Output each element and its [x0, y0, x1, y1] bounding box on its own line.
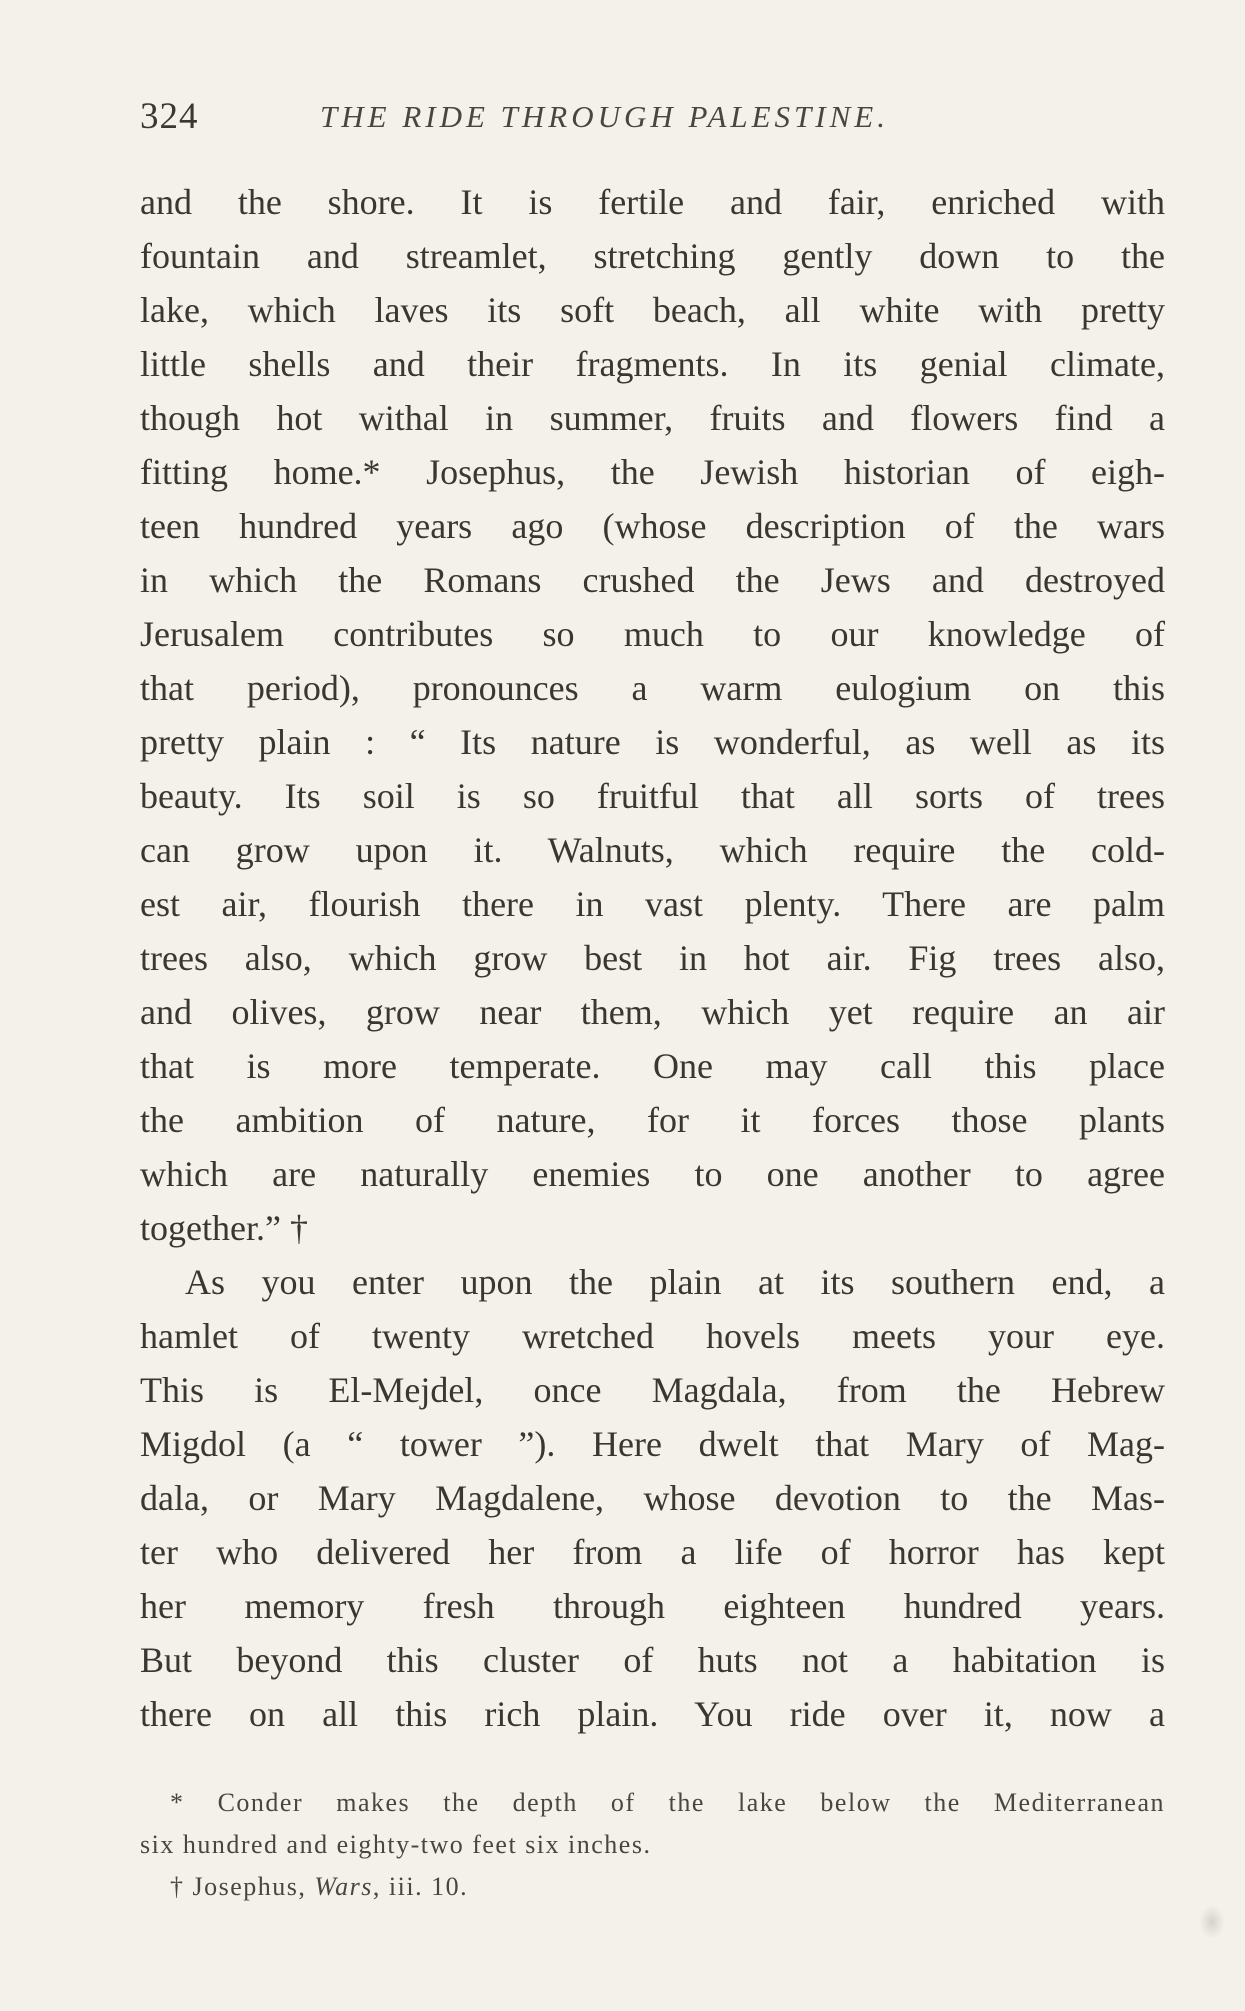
text-line: in which the Romans crushed the Jews and destroyed [140, 560, 1165, 600]
text-line: Migdol (a “ tower ”). Here dwelt that Mary of Mag- [140, 1424, 1165, 1464]
body-text [140, 175, 1165, 1741]
text-line: and olives, grow near them, which yet require an air [140, 992, 1165, 1032]
text-line: which are naturally enemies to one another to agree [140, 1154, 1165, 1194]
footnotes [140, 1782, 1165, 1908]
text-line: beauty. Its soil is so fruitful that all sorts of trees [140, 776, 1165, 816]
footnote-conder-continued: six hundred and eighty-two feet six inches. [140, 1830, 652, 1859]
footnote-josephus-work: Wars [314, 1872, 373, 1901]
text-line: lake, which laves its soft beach, all white with pretty [140, 290, 1165, 330]
text-line: can grow upon it. Walnuts, which require the cold- [140, 830, 1165, 870]
text-line: This is El-Mejdel, once Magdala, from the Hebrew [140, 1370, 1165, 1410]
footnote-josephus-suffix: , iii. 10. [372, 1872, 469, 1901]
page-smudge [1199, 1905, 1225, 1939]
text-line: little shells and their fragments. In its genial climate, [140, 344, 1165, 384]
footnote-josephus-prefix: † Josephus, [170, 1872, 315, 1901]
text-line: fountain and streamlet, stretching gently down to the [140, 236, 1165, 276]
running-title: THE RIDE THROUGH PALESTINE. [320, 99, 889, 134]
running-head [140, 95, 1165, 145]
paragraph-start-line: As you enter upon the plain at its southern end, a [185, 1262, 1165, 1302]
text-line: Jerusalem contributes so much to our knowledge of [140, 614, 1165, 654]
text-line: there on all this rich plain. You ride over it, now a [140, 1694, 1165, 1734]
text-line: her memory fresh through eighteen hundred years. [140, 1586, 1165, 1626]
text-line: trees also, which grow best in hot air. Fig trees also, [140, 938, 1165, 978]
text-line: fitting home.* Josephus, the Jewish historian of eigh- [140, 452, 1165, 492]
text-line: though hot withal in summer, fruits and flowers find a [140, 398, 1165, 438]
text-line: the ambition of nature, for it forces those plants [140, 1100, 1165, 1140]
text-line: dala, or Mary Magdalene, whose devotion to the Mas- [140, 1478, 1165, 1518]
text-line: and the shore. It is fertile and fair, enriched with [140, 182, 1165, 222]
text-line: pretty plain : “ Its nature is wonderful, as well as its [140, 722, 1165, 762]
footnote-conder: * Conder makes the depth of the lake below the Mediterranean [170, 1788, 1165, 1817]
text-line: that is more temperate. One may call this place [140, 1046, 1165, 1086]
paragraph-end-line: together.” † [140, 1208, 308, 1248]
text-line: ter who delivered her from a life of horror has kept [140, 1532, 1165, 1572]
page-number: 324 [140, 96, 199, 137]
text-line: hamlet of twenty wretched hovels meets your eye. [140, 1316, 1165, 1356]
footnote-josephus [140, 1866, 1165, 1908]
text-line: But beyond this cluster of huts not a habitation is [140, 1640, 1165, 1680]
text-line: est air, flourish there in vast plenty. There are palm [140, 884, 1165, 924]
text-line: that period), pronounces a warm eulogium on this [140, 668, 1165, 708]
text-line: teen hundred years ago (whose description of the wars [140, 506, 1165, 546]
